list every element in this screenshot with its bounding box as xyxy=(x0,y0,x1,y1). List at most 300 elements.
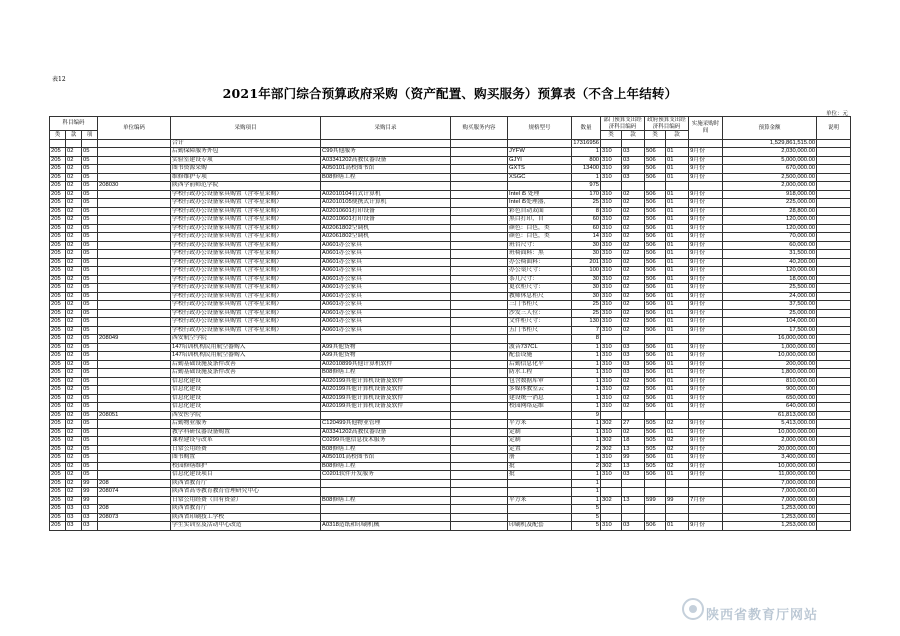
table-cell: 批 xyxy=(508,471,572,480)
table-cell xyxy=(98,292,171,301)
table-cell: 黑白打印，自 xyxy=(508,216,572,225)
table-cell: 1 xyxy=(572,386,601,395)
table-cell: 205 xyxy=(50,207,66,216)
table-cell: A0601办公家具 xyxy=(321,284,451,293)
header-catalog: 采购目录 xyxy=(321,117,451,140)
table-cell: 9月份 xyxy=(689,173,723,182)
table-cell: A050101高校图书馆 xyxy=(321,454,451,463)
table-cell: 02 xyxy=(66,148,82,157)
table-cell: 8 xyxy=(572,207,601,216)
table-cell xyxy=(451,386,508,395)
table-cell xyxy=(451,309,508,318)
table-cell xyxy=(451,284,508,293)
table-cell: 05 xyxy=(82,241,98,250)
table-cell: 670,000.00 xyxy=(723,165,817,174)
table-cell xyxy=(98,428,171,437)
table-cell xyxy=(451,224,508,233)
table-cell xyxy=(666,488,689,497)
table-cell: 02 xyxy=(66,360,82,369)
table-cell xyxy=(451,250,508,259)
table-cell: 9月份 xyxy=(689,454,723,463)
table-cell: 05 xyxy=(82,352,98,361)
table-cell xyxy=(817,335,851,344)
table-cell: 9月份 xyxy=(689,207,723,216)
table-cell xyxy=(451,352,508,361)
table-cell: 03 xyxy=(622,471,645,480)
table-cell: 配套设施 xyxy=(508,352,572,361)
header-dept-lei: 类 xyxy=(601,131,622,140)
table-cell: B08修缮工程 xyxy=(321,496,451,505)
table-cell xyxy=(689,182,723,191)
table-cell: 310 xyxy=(601,224,622,233)
table-cell xyxy=(98,420,171,429)
table-cell: 208073 xyxy=(98,513,171,522)
table-row xyxy=(50,182,851,191)
table-cell xyxy=(98,445,171,454)
table-cell: 1,253,000.00 xyxy=(723,513,817,522)
table-cell xyxy=(451,454,508,463)
table-cell: 310 xyxy=(601,301,622,310)
table-cell xyxy=(666,479,689,488)
table-row xyxy=(50,233,851,242)
table-cell: 学校行政办公设备家具购置（含零星采购） xyxy=(171,233,321,242)
table-cell: 1 xyxy=(572,148,601,157)
table-cell: 1 xyxy=(572,403,601,412)
table-cell xyxy=(98,207,171,216)
table-cell xyxy=(98,377,171,386)
table-cell: C0201软件开发服务 xyxy=(321,471,451,480)
table-cell: 30 xyxy=(572,275,601,284)
table-cell: 01 xyxy=(666,207,689,216)
table-cell: XSGC xyxy=(508,173,572,182)
table-cell: 02 xyxy=(66,173,82,182)
table-cell: 02 xyxy=(66,267,82,276)
table-cell: B08修缮工程 xyxy=(321,462,451,471)
table-cell: 9月份 xyxy=(689,165,723,174)
table-cell: C99其他服务 xyxy=(321,148,451,157)
table-cell: 506 xyxy=(645,318,666,327)
table-cell: A03341202高教仪器设备 xyxy=(321,428,451,437)
table-cell: 310 xyxy=(601,250,622,259)
table-cell xyxy=(98,233,171,242)
table-cell: 599 xyxy=(645,496,666,505)
table-cell: 9月份 xyxy=(689,156,723,165)
table-cell: 14 xyxy=(572,233,601,242)
table-cell xyxy=(601,139,622,148)
table-cell: B08修缮工程 xyxy=(321,173,451,182)
table-cell: 西安航空学院 xyxy=(171,335,321,344)
table-cell: 1 xyxy=(572,377,601,386)
table-cell: 02 xyxy=(66,352,82,361)
table-cell: 13 xyxy=(622,445,645,454)
table-cell: 9月份 xyxy=(689,148,723,157)
table-cell: 01 xyxy=(666,165,689,174)
header-spec: 规格型号 xyxy=(508,117,572,140)
table-cell: 205 xyxy=(50,173,66,182)
table-cell: 02 xyxy=(622,309,645,318)
table-cell: 810,000.00 xyxy=(723,377,817,386)
table-cell: 05 xyxy=(82,386,98,395)
unit-label: 单位：元 xyxy=(826,111,849,117)
table-cell: 01 xyxy=(666,386,689,395)
table-cell xyxy=(98,156,171,165)
table-cell: 30 xyxy=(572,292,601,301)
table-cell: 9月份 xyxy=(689,267,723,276)
table-cell: 506 xyxy=(645,165,666,174)
table-cell xyxy=(98,275,171,284)
header-unit-code: 单位编码 xyxy=(98,117,171,140)
table-cell: 01 xyxy=(666,326,689,335)
table-cell: C120499其他物业管理 xyxy=(321,420,451,429)
table-cell: 24,000.00 xyxy=(723,292,817,301)
table-cell: 506 xyxy=(645,360,666,369)
table-cell: 205 xyxy=(50,462,66,471)
table-cell: 定制 xyxy=(508,428,572,437)
table-cell: A02010899其他计算机软件 xyxy=(321,360,451,369)
table-cell xyxy=(451,292,508,301)
table-cell: 9月份 xyxy=(689,199,723,208)
table-cell: 205 xyxy=(50,182,66,191)
table-cell: 640,000.00 xyxy=(723,403,817,412)
table-cell: 01 xyxy=(666,292,689,301)
table-cell: 37,500.00 xyxy=(723,301,817,310)
table-cell: 办公椅面料： xyxy=(508,258,572,267)
table-cell xyxy=(98,309,171,318)
table-cell: 01 xyxy=(666,394,689,403)
table-cell xyxy=(817,505,851,514)
table-cell xyxy=(98,369,171,378)
table-cell: 506 xyxy=(645,173,666,182)
table-cell xyxy=(817,318,851,327)
table-cell xyxy=(622,505,645,514)
table-cell: 05 xyxy=(82,148,98,157)
table-cell xyxy=(451,318,508,327)
table-row xyxy=(50,199,851,208)
table-cell: 实验室建设专项 xyxy=(171,156,321,165)
table-cell: 02 xyxy=(622,199,645,208)
table-cell: 05 xyxy=(82,224,98,233)
table-cell xyxy=(98,454,171,463)
table-cell: 506 xyxy=(645,326,666,335)
table-cell: 506 xyxy=(645,156,666,165)
table-cell xyxy=(817,360,851,369)
table-cell: 506 xyxy=(645,377,666,386)
table-cell: 05 xyxy=(82,292,98,301)
table-cell xyxy=(451,445,508,454)
table-cell: 1 xyxy=(572,471,601,480)
table-cell: 9月份 xyxy=(689,224,723,233)
table-cell xyxy=(98,318,171,327)
table-cell xyxy=(451,326,508,335)
table-cell xyxy=(689,335,723,344)
table-cell: 学校行政办公设备家具购置（含零星采购） xyxy=(171,326,321,335)
table-cell: 28,800.00 xyxy=(723,207,817,216)
table-row xyxy=(50,522,851,531)
table-cell: C0299其他信息技术服务 xyxy=(321,437,451,446)
table-cell: 506 xyxy=(645,352,666,361)
table-cell: 颜色：白色，类 xyxy=(508,233,572,242)
table-cell: 1,000,000.00 xyxy=(723,343,817,352)
table-cell: 205 xyxy=(50,505,66,514)
table-cell: 310 xyxy=(601,258,622,267)
table-cell: 9月份 xyxy=(689,233,723,242)
table-cell xyxy=(817,522,851,531)
table-cell: 506 xyxy=(645,207,666,216)
table-cell xyxy=(321,139,451,148)
table-cell xyxy=(451,522,508,531)
table-cell: 信息化建设 xyxy=(171,394,321,403)
table-cell xyxy=(98,403,171,412)
table-cell: A02010601打印设备 xyxy=(321,216,451,225)
table-cell: 310 xyxy=(601,326,622,335)
table-cell: A0601办公家具 xyxy=(321,292,451,301)
table-cell: 9月份 xyxy=(689,309,723,318)
table-cell: 05 xyxy=(82,377,98,386)
table-cell: 01 xyxy=(666,148,689,157)
table-cell xyxy=(601,488,622,497)
table-cell: 205 xyxy=(50,522,66,531)
table-cell xyxy=(98,250,171,259)
table-cell: 506 xyxy=(645,250,666,259)
table-cell: 310 xyxy=(601,165,622,174)
table-cell xyxy=(451,258,508,267)
table-cell xyxy=(645,411,666,420)
table-cell: 506 xyxy=(645,284,666,293)
table-cell xyxy=(601,479,622,488)
table-cell: 信息化建设项目 xyxy=(171,471,321,480)
table-cell: 01 xyxy=(666,343,689,352)
table-cell: 平方米 xyxy=(508,496,572,505)
table-cell: 205 xyxy=(50,233,66,242)
table-row xyxy=(50,377,851,386)
table-cell: 02 xyxy=(66,479,82,488)
table-cell xyxy=(98,386,171,395)
table-cell: 17,500.00 xyxy=(723,326,817,335)
table-cell: 02 xyxy=(666,437,689,446)
table-cell: 01 xyxy=(666,309,689,318)
header-amount: 预算金额 xyxy=(723,117,817,140)
table-cell: 多媒体教室云 xyxy=(508,386,572,395)
table-cell xyxy=(622,182,645,191)
table-cell xyxy=(817,284,851,293)
table-cell: 02 xyxy=(66,301,82,310)
table-cell: 02 xyxy=(622,284,645,293)
table-cell: 208 xyxy=(98,505,171,514)
table-cell: 02 xyxy=(66,326,82,335)
table-cell xyxy=(817,309,851,318)
table-cell: 三门书柜尺 xyxy=(508,301,572,310)
table-cell: 05 xyxy=(82,173,98,182)
table-cell: 01 xyxy=(666,275,689,284)
table-cell: 205 xyxy=(50,199,66,208)
table-cell: 310 xyxy=(601,343,622,352)
table-cell: 205 xyxy=(50,403,66,412)
table-cell xyxy=(622,335,645,344)
table-cell: 205 xyxy=(50,250,66,259)
table-cell: 9月份 xyxy=(689,428,723,437)
table-cell: 05 xyxy=(82,309,98,318)
table-cell: 01 xyxy=(666,522,689,531)
table-cell: 310 xyxy=(601,173,622,182)
table-cell: 2 xyxy=(572,462,601,471)
table-cell: 02 xyxy=(66,216,82,225)
table-cell: 506 xyxy=(645,309,666,318)
table-cell xyxy=(817,190,851,199)
table-cell xyxy=(645,505,666,514)
table-cell: 02 xyxy=(66,250,82,259)
table-cell: 01 xyxy=(666,301,689,310)
table-cell: 包含数据库审 xyxy=(508,377,572,386)
table-cell: 310 xyxy=(601,360,622,369)
table-cell: 25 xyxy=(572,309,601,318)
table-cell xyxy=(817,377,851,386)
table-cell: 01 xyxy=(666,377,689,386)
table-cell: 定制 xyxy=(508,437,572,446)
table-row xyxy=(50,496,851,505)
table-cell: 05 xyxy=(82,267,98,276)
table-cell: 02 xyxy=(622,386,645,395)
table-cell: A03341202高教仪器设备 xyxy=(321,156,451,165)
table-cell: 506 xyxy=(645,199,666,208)
table-cell: 205 xyxy=(50,275,66,284)
table-cell: 05 xyxy=(82,403,98,412)
table-cell: 60,000.00 xyxy=(723,241,817,250)
table-cell: 学校行政办公设备家具购置（含零星采购） xyxy=(171,267,321,276)
table-cell xyxy=(666,139,689,148)
table-row xyxy=(50,190,851,199)
table-cell xyxy=(451,369,508,378)
table-cell: 1 xyxy=(572,437,601,446)
table-cell: 9月份 xyxy=(689,284,723,293)
header-row-top xyxy=(50,117,851,131)
table-cell xyxy=(98,522,171,531)
table-cell xyxy=(451,148,508,157)
table-cell: 02 xyxy=(66,454,82,463)
header-subject-code: 科目编码 xyxy=(50,117,98,131)
table-cell xyxy=(321,335,451,344)
table-cell: 更衣柜尺寸： xyxy=(508,284,572,293)
table-cell xyxy=(645,513,666,522)
table-cell: 05 xyxy=(82,199,98,208)
table-cell: A0601办公家具 xyxy=(321,301,451,310)
table-cell: 02 xyxy=(66,445,82,454)
table-cell: 505 xyxy=(645,437,666,446)
table-cell xyxy=(817,454,851,463)
table-cell: 03 xyxy=(622,173,645,182)
table-cell: JYFW xyxy=(508,148,572,157)
table-cell: 学校行政办公设备家具购置（含零星采购） xyxy=(171,292,321,301)
table-cell: 205 xyxy=(50,488,66,497)
table-cell xyxy=(451,377,508,386)
table-cell: B08修缮工程 xyxy=(321,445,451,454)
table-cell: 学校行政办公设备家具购置（含零星采购） xyxy=(171,258,321,267)
table-cell: 01 xyxy=(666,428,689,437)
table-cell: 03 xyxy=(622,352,645,361)
table-cell: 310 xyxy=(601,233,622,242)
table-cell: 学校行政办公设备家具购置（含零星采购） xyxy=(171,207,321,216)
table-cell: 10,000,000.00 xyxy=(723,352,817,361)
table-cell: 201 xyxy=(572,258,601,267)
table-cell xyxy=(98,462,171,471)
table-cell: 60 xyxy=(572,224,601,233)
table-cell: 10,000,000.00 xyxy=(723,428,817,437)
table-cell xyxy=(689,139,723,148)
table-cell: 9月份 xyxy=(689,377,723,386)
table-cell: 30 xyxy=(572,250,601,259)
table-cell: 05 xyxy=(82,165,98,174)
table-row xyxy=(50,275,851,284)
table-cell xyxy=(817,343,851,352)
table-cell: 03 xyxy=(622,522,645,531)
table-cell: 02 xyxy=(66,471,82,480)
table-cell: 208049 xyxy=(98,335,171,344)
table-cell: 506 xyxy=(645,454,666,463)
table-cell xyxy=(451,411,508,420)
table-cell: 1 xyxy=(572,454,601,463)
table-cell: 205 xyxy=(50,352,66,361)
table-cell: A0601办公家具 xyxy=(321,318,451,327)
table-cell: 170 xyxy=(572,190,601,199)
table-cell: 2 xyxy=(572,445,601,454)
table-cell: 205 xyxy=(50,437,66,446)
table-cell: 05 xyxy=(82,471,98,480)
table-cell xyxy=(645,182,666,191)
table-cell xyxy=(817,471,851,480)
table-cell: 02 xyxy=(66,343,82,352)
table-cell xyxy=(817,250,851,259)
table-cell xyxy=(622,479,645,488)
table-cell: 2,000,000.00 xyxy=(723,182,817,191)
table-cell: B08修缮工程 xyxy=(321,369,451,378)
table-cell: 17316956 xyxy=(573,139,600,146)
table-cell xyxy=(817,326,851,335)
header-service-content: 购买服务内容 xyxy=(451,117,508,140)
table-cell xyxy=(817,216,851,225)
table-cell: 9月份 xyxy=(689,216,723,225)
table-cell: 学校行政办公设备家具购置（含零星采购） xyxy=(171,241,321,250)
table-cell: 9月份 xyxy=(689,352,723,361)
table-row xyxy=(50,267,851,276)
table-cell: 506 xyxy=(645,522,666,531)
table-cell: 02 xyxy=(66,377,82,386)
header-kuan: 款 xyxy=(66,131,82,140)
table-row xyxy=(50,241,851,250)
table-cell xyxy=(321,513,451,522)
table-cell: 208074 xyxy=(98,488,171,497)
table-cell: 1,800,000.00 xyxy=(723,369,817,378)
table-cell: 2,500,000.00 xyxy=(723,173,817,182)
header-note: 说明 xyxy=(817,117,851,140)
table-cell: 310 xyxy=(601,207,622,216)
table-cell: 505 xyxy=(645,462,666,471)
table-cell: 205 xyxy=(50,326,66,335)
table-cell: 学校行政办公设备家具购置（含零星采购） xyxy=(171,301,321,310)
table-cell: 2,000,000.00 xyxy=(723,437,817,446)
table-cell: 信息化建设 xyxy=(171,377,321,386)
table-cell xyxy=(98,190,171,199)
table-cell: 合计 xyxy=(171,139,321,148)
table-cell: 05 xyxy=(82,445,98,454)
table-cell: 16,000,000.00 xyxy=(723,335,817,344)
table-cell: 506 xyxy=(645,292,666,301)
table-cell xyxy=(321,182,451,191)
table-cell: 9月份 xyxy=(689,318,723,327)
table-cell: 205 xyxy=(50,343,66,352)
table-cell xyxy=(321,411,451,420)
table-cell: A020199其他计算机设备及软件 xyxy=(321,403,451,412)
table-cell: 彩色自动双面 xyxy=(508,207,572,216)
table-cell: 302 xyxy=(601,462,622,471)
